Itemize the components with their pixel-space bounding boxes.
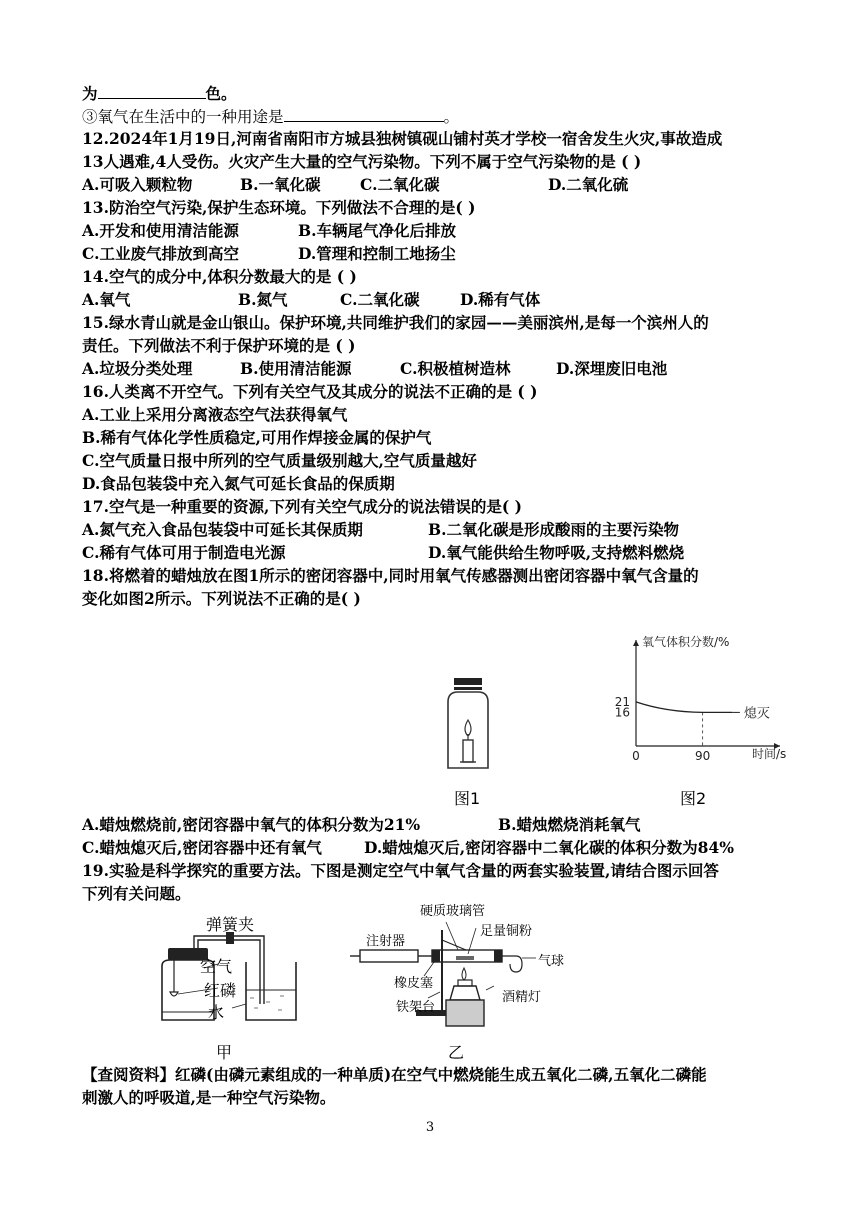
q19-stem-1: 19.实验是科学探究的重要方法。下图是测定空气中氧气含量的两套实验装置,请结合图示回答 (82, 861, 719, 880)
apparatus-yi (346, 906, 586, 1032)
q17-option-b[interactable]: B.二氧化碳是形成酸雨的主要污染物 (428, 520, 679, 539)
label-copper-powder: 足量铜粉 (480, 924, 533, 939)
label-spring-clip: 弹簧夹 (206, 915, 255, 934)
y-axis-arrow (633, 640, 639, 646)
y-tick-21: 21 (614, 694, 630, 709)
lamp-block (446, 1000, 484, 1026)
label-lamp: 酒精灯 (502, 990, 542, 1005)
q14-option-d[interactable]: D.稀有气体 (460, 290, 541, 309)
jar-body (448, 692, 488, 768)
candle-flame (465, 720, 471, 736)
q17-option-a[interactable]: A.氮气充入食品包装袋中可延长其保质期 (82, 520, 363, 539)
q19-info-2: 刺激人的呼吸道,是一种空气污染物。 (82, 1088, 336, 1107)
q16-option-a[interactable]: A.工业上采用分离液态空气法获得氧气 (82, 405, 348, 424)
q17-stem: 17.空气是一种重要的资源,下列有关空气成分的说法错误的是( ) (82, 497, 522, 516)
x-tick-0: 0 (632, 749, 640, 763)
q15-stem-2: 责任。下列做法不利于保护环境的是 ( ) (82, 336, 356, 355)
label-balloon: 气球 (538, 954, 565, 969)
fig1-caption: 图1 (454, 789, 481, 808)
candle (463, 740, 473, 762)
q12-stem-2: 13人遇难,4人受伤。火灾产生大量的空气污染物。下列不属于空气污染物的是 ( ) (82, 152, 642, 171)
figure-1-candle-jar (438, 676, 498, 776)
q14-option-c[interactable]: C.二氧化碳 (340, 290, 420, 309)
alcohol-lamp (450, 986, 480, 1000)
label-stand: 铁架台 (396, 1000, 436, 1015)
figure-2-oxygen-chart (610, 628, 790, 768)
jar-lid (454, 678, 482, 690)
q18-option-c[interactable]: C.蜡烛熄灭后,密闭容器中还有氧气 (82, 838, 322, 857)
q14-stem: 14.空气的成分中,体积分数最大的是 ( ) (82, 267, 357, 286)
caption-jia: 甲 (216, 1043, 233, 1062)
q17-option-c[interactable]: C.稀有气体可用于制造电光源 (82, 543, 286, 562)
x-axis-label: 时间/s (752, 747, 787, 761)
caption-yi: 乙 (448, 1043, 465, 1062)
q18-stem-1: 18.将燃着的蜡烛放在图1所示的密闭容器中,同时用氧气传感器测出密闭容器中氧气含量的 (82, 566, 699, 585)
q18-option-d[interactable]: D.蜡烛熄灭后,密闭容器中二氧化碳的体积分数为84% (364, 838, 734, 857)
fill-line-use (82, 105, 459, 128)
stopper-left (432, 950, 440, 962)
q19-info-1: 【查阅资料】红磷(由磷元素组成的一种单质)在空气中燃烧能生成五氧化二磷,五氧化二磷能 (82, 1065, 707, 1084)
q15-option-b[interactable]: B.使用清洁能源 (240, 359, 352, 378)
q15-option-c[interactable]: C.积极植树造林 (400, 359, 511, 378)
text: 。 (443, 108, 460, 126)
q13-option-d[interactable]: D.管理和控制工地扬尘 (298, 244, 456, 263)
q18-option-b[interactable]: B.蜡烛燃烧消耗氧气 (498, 815, 641, 834)
balloon (502, 956, 522, 972)
answer-blank[interactable] (284, 105, 444, 122)
fill-line-color (82, 82, 237, 105)
q16-option-c[interactable]: C.空气质量日报中所列的空气质量级别越大,空气质量越好 (82, 451, 477, 470)
q12-option-c[interactable]: C.二氧化碳 (360, 175, 440, 194)
q12-option-b[interactable]: B.一氧化碳 (240, 175, 321, 194)
fig2-caption: 图2 (680, 789, 707, 808)
y-axis-label: 氧气体积分数/% (642, 635, 730, 649)
label-stopper: 橡皮塞 (394, 976, 434, 991)
q12-option-d[interactable]: D.二氧化硫 (548, 175, 629, 194)
syringe (360, 950, 418, 962)
q18-stem-2: 变化如图2所示。下列说法不正确的是( ) (82, 589, 361, 608)
combustion-spoon (170, 992, 178, 996)
label-water: 水 (208, 1003, 225, 1022)
text: ③氧气在生活中的一种用途是 (82, 108, 284, 126)
answer-blank[interactable] (98, 82, 206, 99)
q17-option-d[interactable]: D.氧气能供给生物呼吸,支持燃料燃烧 (428, 543, 685, 562)
q15-stem-1: 15.绿水青山就是金山银山。保护环境,共同维护我们的家园——美丽滨州,是每一个滨州人的 (82, 313, 709, 332)
q13-option-a[interactable]: A.开发和使用清洁能源 (82, 221, 239, 240)
stopper-right (494, 950, 502, 962)
q15-option-a[interactable]: A.垃圾分类处理 (82, 359, 193, 378)
q12-stem-1: 12.2024年1月19日,河南省南阳市方城县独树镇砚山铺村英才学校一宿舍发生火灾,事故造成 (82, 129, 723, 148)
label-glass-tube: 硬质玻璃管 (420, 904, 486, 919)
q16-option-d[interactable]: D.食品包装袋中充入氮气可延长食品的保质期 (82, 474, 395, 493)
q15-option-d[interactable]: D.深埋废旧电池 (556, 359, 668, 378)
q18-option-a[interactable]: A.蜡烛燃烧前,密闭容器中氧气的体积分数为21% (82, 815, 421, 834)
page-number: 3 (425, 1120, 435, 1135)
q13-option-c[interactable]: C.工业废气排放到高空 (82, 244, 239, 263)
label-red-phosphorus: 红磷 (204, 981, 237, 1000)
copper-powder (456, 956, 474, 960)
text: 色。 (205, 84, 237, 103)
q14-option-a[interactable]: A.氧气 (82, 290, 131, 309)
q16-option-b[interactable]: B.稀有气体化学性质稳定,可用作焊接金属的保护气 (82, 428, 432, 447)
x-tick-90: 90 (694, 749, 711, 763)
q13-stem: 13.防治空气污染,保护生态环境。下列做法不合理的是( ) (82, 198, 476, 217)
q13-option-b[interactable]: B.车辆尾气净化后排放 (298, 221, 456, 240)
beaker (246, 962, 296, 1020)
q19-stem-2: 下列有关问题。 (82, 884, 191, 903)
text: 为 (82, 84, 98, 103)
oxygen-series-line (636, 702, 732, 713)
y-tick-16: 16 (614, 705, 630, 720)
label-air: 空气 (200, 957, 233, 976)
q16-stem: 16.人类离不开空气。下列有关空气及其成分的说法不正确的是 ( ) (82, 382, 538, 401)
label-syringe: 注射器 (366, 934, 406, 949)
q14-option-b[interactable]: B.氮气 (238, 290, 288, 309)
q12-option-a[interactable]: A.可吸入颗粒物 (82, 175, 193, 194)
annotation-extinguished: 熄灭 (743, 706, 770, 722)
